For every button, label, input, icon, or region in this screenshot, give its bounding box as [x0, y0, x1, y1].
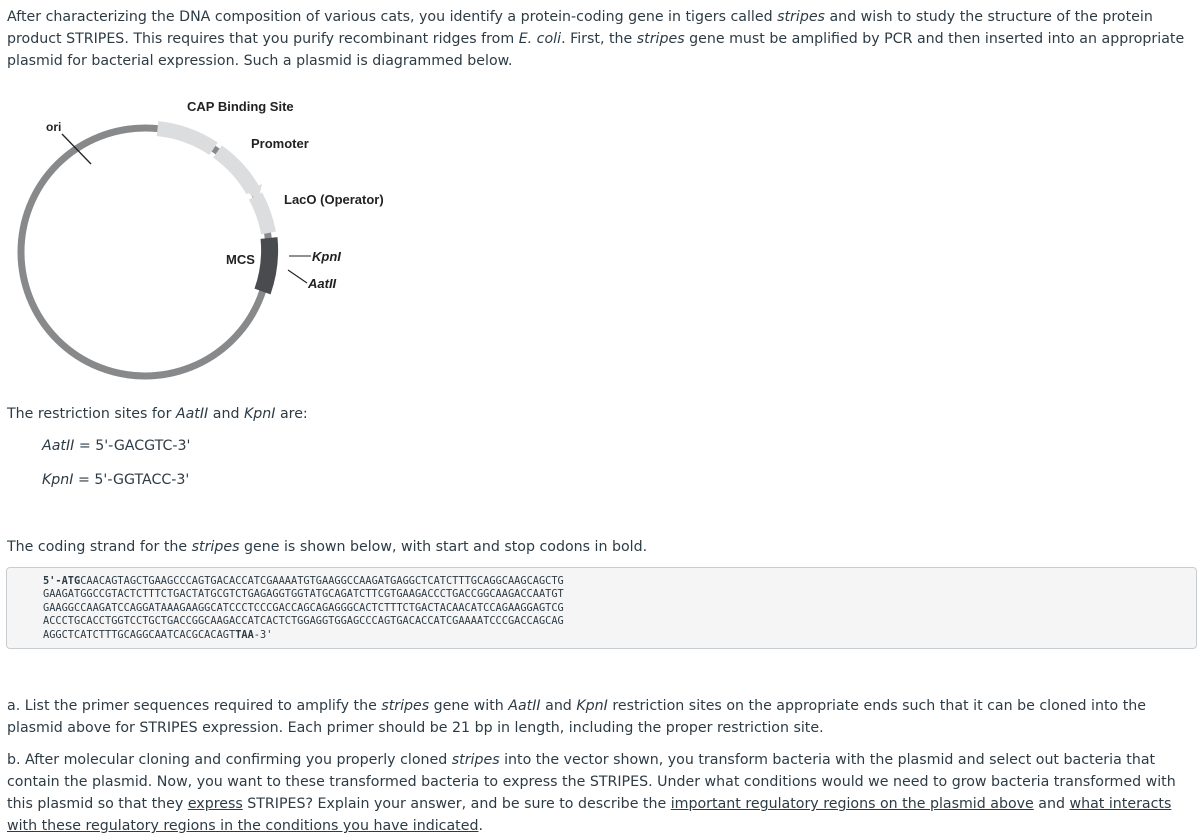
- kpni-sequence: = 5'-GGTACC-3': [73, 472, 190, 488]
- express-underlined: express: [187, 796, 243, 812]
- qa-text-3: and: [540, 698, 577, 714]
- aatii-term: AatII: [508, 698, 541, 714]
- cap-binding-site-arc: [158, 129, 214, 149]
- qa-text-1: a. List the primer sequences required to amplify the: [7, 698, 382, 714]
- sequence-line-2: GAAGATGGCCGTACTCTTTCTGACTATGCGTCTGAGAGGTGGTATGCAGATCTTCGTGAAGACCCTGACCGGCAAGACCAATGT: [43, 588, 564, 601]
- plasmid-diagram: [0, 88, 420, 398]
- promoter-arrow: [218, 152, 254, 191]
- sites-intro-and: and: [208, 406, 244, 422]
- kpni-name: KpnI: [42, 472, 74, 488]
- aatii-term: AatII: [175, 406, 209, 422]
- mcs-label: MCS: [226, 252, 255, 267]
- sequence-box: [6, 567, 1197, 649]
- kpni-term: KpnI: [576, 698, 608, 714]
- sites-intro-text: The restriction sites for: [7, 406, 176, 422]
- start-codon: ATG: [61, 575, 81, 587]
- restriction-sites-intro: [7, 403, 1192, 425]
- stripes-gene-term: stripes: [191, 539, 240, 555]
- aatii-sequence: = 5'-GACGTC-3': [74, 438, 191, 454]
- intro-paragraph: [7, 6, 1192, 72]
- stripes-gene-term: stripes: [777, 9, 825, 25]
- stripes-gene-term: stripes: [636, 31, 685, 47]
- intro-text-4: gene must be amplified by PCR and then inserted into an appropriate plasmid for bacterial expression. Such a plasmid is diagrammed below.: [7, 31, 1185, 69]
- coding-intro-end: gene is shown below, with start and stop codons in bold.: [239, 539, 648, 555]
- stripes-gene-term: stripes: [451, 752, 500, 768]
- interactions-underlined: what interacts with these regulatory regions in the conditions you have indicated: [7, 796, 1172, 834]
- stop-codon: TAA: [235, 628, 254, 641]
- coding-intro-text: The coding strand for the: [7, 539, 192, 555]
- kpni-site-line: [42, 470, 189, 490]
- laco-operator-arc: [256, 196, 269, 233]
- stripes-gene-term: stripes: [381, 698, 430, 714]
- aatii-label: AatII: [308, 276, 337, 291]
- sequence-suffix: -3': [253, 628, 273, 641]
- ecoli-term: E. coli: [518, 31, 562, 47]
- qb-text-5: .: [478, 818, 483, 834]
- cap-binding-site-label: CAP Binding Site: [187, 99, 294, 114]
- qb-text-4: and: [1033, 796, 1070, 812]
- intro-text-1: After characterizing the DNA composition of various cats, you identify a protein-coding gene in tigers called: [7, 9, 778, 25]
- mcs-block: [263, 238, 270, 292]
- intro-text-3: . First, the: [561, 31, 637, 47]
- aatii-name: AatII: [42, 438, 75, 454]
- sequence-line-3: GAAGGCCAAGATCCAGGATAAAGAAGGCATCCCTCCCGACCAGCAGAGGGCACTCTTTCTGACTACAACATCCAGAAGGAGTCG: [43, 601, 564, 614]
- sequence-prefix: 5'-: [43, 575, 62, 587]
- qa-text-2: gene with: [429, 698, 509, 714]
- qb-text-2: into the vector shown, you transform bacteria with the plasmid and select out bacteria that contain the plasmid. Now, you want to these transformed bacteria to express the STRIPES. Under what conditions would we need to grow bacteria transformed with this plasmid so that they: [7, 752, 1176, 812]
- qb-text-1: b. After molecular cloning and confirming you properly cloned: [7, 752, 452, 768]
- laco-label: LacO (Operator): [284, 192, 384, 207]
- ori-label: ori: [46, 120, 62, 134]
- sequence-line-4: ACCCTGCACCTGGTCCTGCTGACCGGCAAGACCATCACTCTGGAGGTGGAGCCCAGTGACACCATCGAAAATCCCGACCAGCAG: [43, 615, 564, 628]
- kpni-term: KpnI: [243, 406, 276, 422]
- sequence-line-1: CAACAGTAGCTGAAGCCCAGTGACACCATCGAAAATGTGAAGGCCAAGATGAGGCTCATCTTTGCAGGCAAGCAGCTG: [80, 575, 564, 587]
- question-b: [7, 749, 1192, 837]
- aatii-site-line: [42, 436, 190, 456]
- kpni-label: KpnI: [312, 249, 341, 264]
- coding-strand-intro: [7, 536, 1192, 558]
- sequence-line-5: AGGCTCATCTTTGCAGGCAATCACGCACAGT: [43, 628, 236, 641]
- intro-text-2: and wish to study the structure of the protein product STRIPES. This requires that you purify recombinant ridges from: [7, 9, 1153, 47]
- regulatory-regions-underlined: important regulatory regions on the plasmid above: [670, 796, 1034, 812]
- qa-text-4: restriction sites on the appropriate ends such that it can be cloned into the plasmid above for STRIPES expression. Each primer should be 21 bp in length, including the proper restriction site.: [7, 698, 1147, 736]
- sites-intro-end: are:: [275, 406, 308, 422]
- promoter-label: Promoter: [251, 136, 309, 151]
- qb-text-3: STRIPES? Explain your answer, and be sure to describe the: [242, 796, 671, 812]
- aatii-leader: [288, 270, 307, 283]
- question-a: [7, 695, 1192, 739]
